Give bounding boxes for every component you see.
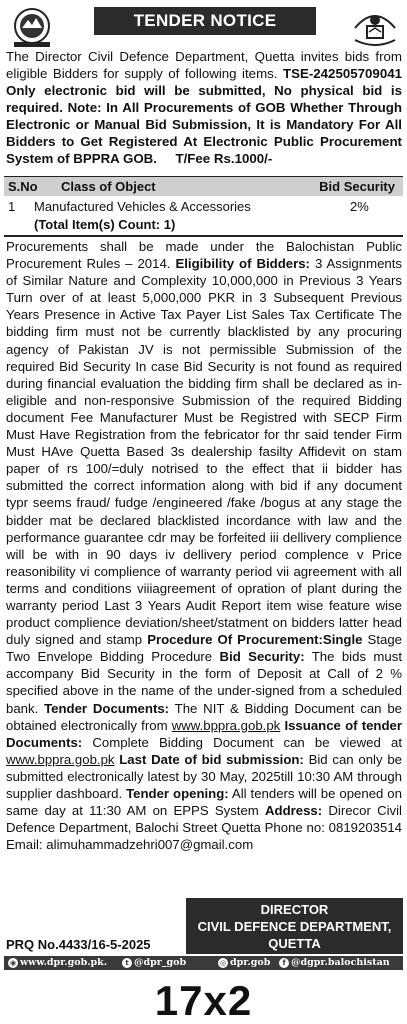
row-security: 2% (350, 199, 369, 214)
instagram-icon: ◎ (219, 959, 227, 967)
intro-lead: The Director Civil Defence Department, Quetta invites bids from eligible Bidders for supply of following items. (6, 49, 402, 81)
tender-documents-label: Tender Documents: (44, 700, 170, 716)
col-security: Bid Security (319, 179, 395, 194)
bppra-link[interactable]: www.bppra.gob.pk (6, 751, 115, 767)
issuance-text: Complete Bidding Document can be viewed at (92, 734, 402, 750)
last-date-text: Bid can only be submitted electronically latest by 30 May, 2025till 10:30 AM through supplier dashboard. (6, 751, 402, 801)
tse-number: TSE-242505709041 (282, 66, 402, 81)
bid-security-text: The bids must accompany Bid Security in the form of Deposit at Call of 2 % specified above in the name of the under-signed from a scheduled bank. (6, 649, 402, 716)
civil-defence-logo (349, 6, 401, 50)
facebook-item[interactable] (279, 956, 390, 970)
balochistan-government-logo (6, 6, 58, 50)
bppra-link[interactable]: www.bppra.gob.pk (171, 717, 281, 733)
procedure-label: Procedure Of Procurement:Single (147, 632, 363, 648)
twitter-item[interactable] (122, 956, 186, 970)
procedure-text: Stage Two Envelope Bidding Procedure (6, 632, 403, 665)
col-class: Class of Object (61, 179, 156, 194)
row-object: Manufactured Vehicles & Accessories (34, 199, 251, 214)
electronic-bid-notice: Only electronic bid will be submitted, No physical bid is required. Note: In All Procurements of GOB Whether Through Electronic or Manual Bid Submission, It is Mandatory For All Bidders to Get Registered At Electronic Public Procurement System of BPPRA GOB. (6, 83, 402, 166)
city-name: QUETTA (268, 936, 321, 951)
header (4, 4, 403, 50)
eligibility-label: Eligibility of Bidders: (175, 256, 310, 272)
website-text: www.dpr.gob.pk. (20, 957, 108, 968)
total-count: (Total Item(s) Count: 1) (34, 217, 176, 232)
page-title: TENDER NOTICE (94, 7, 316, 35)
twitter-icon: t (122, 958, 132, 968)
facebook-icon: f (279, 958, 289, 968)
tender-documents-text: The NIT & Bidding Document can be obtained electronically from (6, 700, 402, 733)
tender-opening-label: Tender opening: (126, 786, 229, 801)
address-label: Address: (265, 803, 323, 819)
department-name: CIVIL DEFENCE DEPARTMENT, (197, 919, 392, 934)
director-signature-block (186, 898, 403, 954)
tender-fee: T/Fee Rs.1000/- (175, 151, 273, 166)
tender-opening-text: All tenders will be opened on same day at 11:30 AM on EPPS System (6, 786, 402, 819)
issuance-label: Issuance of tender Documents: (6, 717, 402, 750)
prq-number: PRQ No.4433/16-5-2025 (6, 937, 151, 952)
table-row (4, 198, 403, 216)
instagram-item[interactable] (218, 956, 270, 970)
procurement-rules: Procurements shall be made under the Balochistan Public Procurement Rules – 2014. (6, 239, 402, 272)
instagram-text: dpr.gob (230, 957, 271, 968)
social-bar (4, 956, 403, 970)
row-sno: 1 (8, 199, 16, 214)
last-date-label: Last Date of bid submission: (119, 751, 304, 767)
intro-paragraph (6, 48, 402, 167)
facebook-text: @dgpr.balochistan (291, 957, 390, 968)
director-title: DIRECTOR (260, 902, 329, 917)
address-text: Direcor Civil Defence Department, Balochi Street Quetta Phone no: 0819203514 Email: alimuhammadzehri007@gmail.com (6, 803, 402, 853)
globe-icon: ◉ (9, 959, 17, 967)
twitter-text: @dpr_gob (134, 957, 187, 968)
tender-terms (6, 238, 402, 853)
divider (4, 235, 403, 237)
eligibility-text: 3 Assignments of Similar Nature and Complexity 10,000,000 in Previous 3 Years Turn over of at least 5,000,000 PKR in 3 Subsequent Previous Years Presence in Active Tax Payer List Sales Tax Certificate The bidding firm must not be currently blacklisted by any procuring agency of Pakistan JV is not permissible Submission of the required Bid Security In case Bid Security is not found as required during financial evaluation the bidding firm shall be declared as in-eligible and non-responsive Submission of the required Bidding document Fee Manufacturer Must be Registred with SECP Firm Must Have Registration from the febricator for thr said tender Firm Must HAve Quetta Based 3s dealership fasilty Affidevit on stam paper of rs 100/=duly notrised to the effect that ii bidder has submitted the correct information along with bid if any document typr seems fraud/ fudge /engineered /fake /bogus at any stage the bidder mat be declared blacklisted incordance with law and the performance guarantee cdr may be forfeited iii dellivery complience will be with in 90 days iv dellivery period complence v Price reasonibility vi complience of warranty period vii agreement with all terms and conditions viiiagreement of opration of plant during the warranty period Last 3 Years Audit Report item wise feature wise product complience deviation/sheet/statment on bidders latter head duly signed and stamp (6, 256, 403, 648)
bid-security-label: Bid Security: (219, 649, 305, 665)
col-sno: S.No (8, 179, 38, 194)
ad-size-label: 17x2 (154, 977, 253, 1024)
website-item[interactable] (8, 956, 107, 970)
items-table-header (4, 177, 403, 196)
